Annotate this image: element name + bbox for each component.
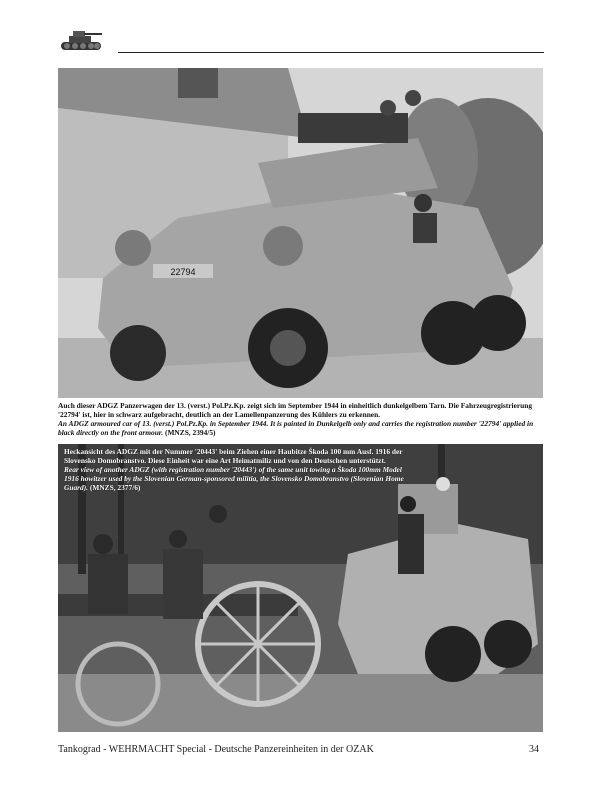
caption-top-german: Auch dieser ADGZ Panzerwagen der 13. (verst.) Pol.Pz.Kp. zeigt sich im September 1944 in einheitlich dunkelgelbem Tarn. Die Fahrzeugregistrierung '22794' ist, hier in schwarz aufgebracht, deutlich an der Lamellenpanzerung des Kühlers zu erkennen. [58,401,533,419]
vehicle-plate: 22794 [170,267,196,277]
armoured-car-photo [58,68,543,398]
caption-bottom-source: (MNZS, 2377/6) [89,483,141,492]
caption-top-source: (MNZS, 2394/5) [164,428,216,437]
tank-logo-icon [55,28,107,54]
page-number: 34 [529,744,539,755]
caption-bottom-german: Heckansicht des ADGZ mit der Nummer '20443' beim Ziehen einer Haubitze Škoda 100 mm Ausf. 1916 der Slovensko Domobranstvo. Diese Einheit war eine Art Heimatmiliz und von den Deutschen unterstützt. [64,447,403,465]
caption-top [58,401,543,437]
caption-bottom [64,447,404,492]
header-rule [118,52,544,53]
caption-bottom-english: Rear view of another ADGZ (with registration number '20443') of the same unit towing a Škoda 100mm Model 1916 howitzer used by the Slovenian German-sponsored militia, the Slovensko Domobranstvo (Slovenian Home Guard). [64,465,404,492]
footer-title: Tankograd - WEHRMACHT Special - Deutsche Panzereinheiten in der OZAK [58,744,374,755]
caption-top-english: An ADGZ armoured car of 13. (verst.) Pol.Pz.Kp. in September 1944. It is painted in Dunkelgelb only and carries the registration number '22794' applied in black directly on the front armour. [58,419,534,437]
